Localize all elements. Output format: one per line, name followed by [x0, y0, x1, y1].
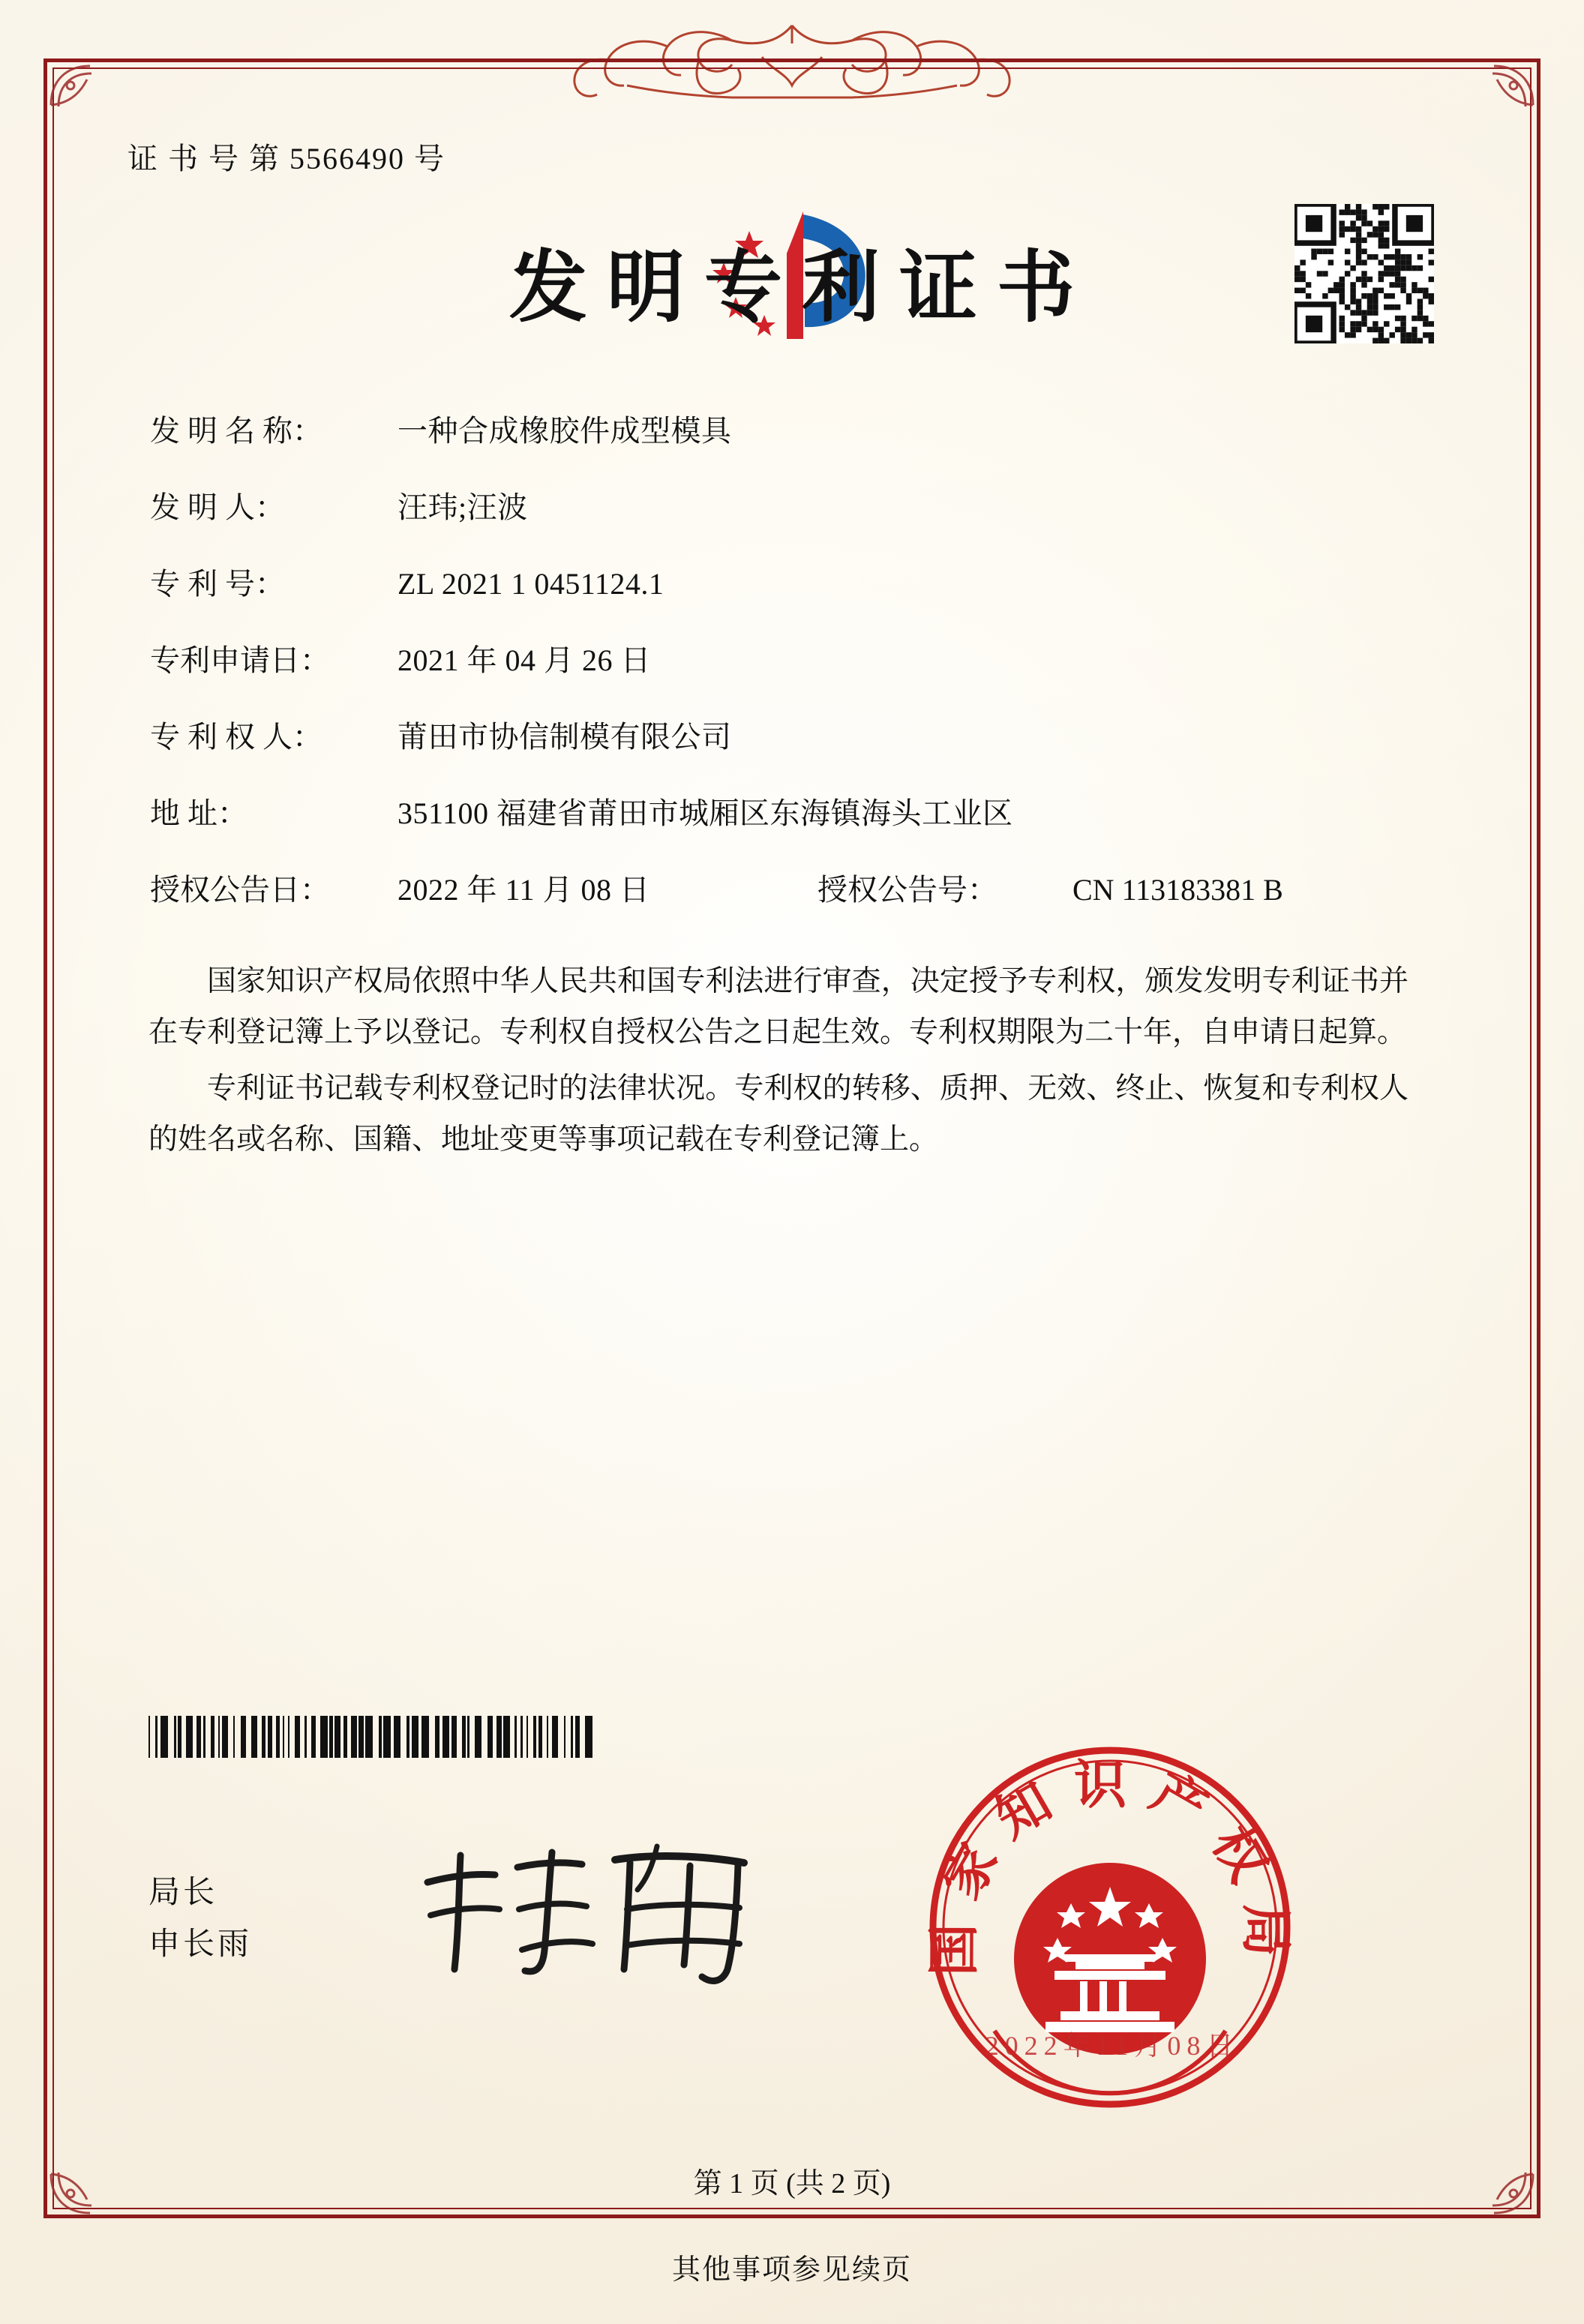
director-name-label: 申长雨	[148, 1927, 253, 1963]
svg-text:国家知识产权局: 国家知识产权局	[922, 1753, 1298, 1977]
certificate-content	[105, 135, 1479, 1170]
handwritten-signature	[405, 1837, 795, 1987]
field-label-grant-date: 授权公告日：	[150, 873, 330, 907]
page-indicator: 第 1 页 (共 2 页)	[693, 2168, 891, 2200]
field-application-date	[150, 638, 1479, 683]
field-invention-name	[150, 409, 1479, 454]
field-value: 一种合成橡胶件成型模具	[398, 414, 732, 448]
paragraph-1: 国家知识产权局依照中华人民共和国专利法进行审查，决定授予专利权，颁发发明专利证书并在专利登记簿上予以登记。专利权自授权公告之日起生效。专利权期限为二十年，自申请日起算。	[148, 965, 1408, 1049]
field-address	[150, 791, 1479, 836]
paragraph-2: 专利证书记载专利权登记时的法律状况。专利权的转移、质押、无效、终止、恢复和专利权人的姓名或名称、国籍、地址变更等事项记载在专利登记簿上。	[148, 1072, 1408, 1156]
field-label: 专利申请日：	[150, 643, 330, 677]
field-value-grant-date: 2022 年 11 月 08 日	[398, 873, 650, 907]
field-patentee	[150, 715, 1479, 760]
field-label: 地 址：	[150, 796, 248, 830]
field-label: 发 明 人：	[150, 490, 285, 524]
barcode	[148, 1716, 598, 1758]
field-label: 专 利 号：	[150, 567, 285, 601]
director-role-label: 局长	[148, 1876, 218, 1910]
page-title: 发明专利证书	[508, 241, 1094, 333]
legal-paragraphs	[148, 956, 1408, 1165]
certificate-number: 证 书 号 第 5566490 号	[128, 142, 446, 175]
signature-block	[148, 1867, 252, 1972]
field-list	[150, 409, 1479, 913]
field-value-grant-number: CN 113183381 B	[1072, 873, 1283, 907]
field-value: ZL 2021 1 0451124.1	[398, 567, 664, 601]
footer-note: 其他事项参见续页	[671, 2254, 912, 2286]
field-label-grant-number: 授权公告号：	[818, 873, 998, 907]
field-value: 莆田市协信制模有限公司	[398, 720, 732, 754]
field-value: 351100 福建省莆田市城厢区东海镇海头工业区	[398, 796, 1013, 830]
field-patent-number	[150, 562, 1479, 607]
field-value: 2021 年 04 月 26 日	[398, 643, 651, 677]
field-inventor	[150, 485, 1479, 530]
field-label: 发 明 名 称：	[150, 414, 322, 448]
field-value: 汪玮;汪波	[398, 490, 528, 524]
field-label: 专 利 权 人：	[150, 720, 322, 754]
field-grant-announcement	[150, 868, 1479, 913]
seal-date-overlay: 2022年11月08日	[985, 2031, 1240, 2061]
